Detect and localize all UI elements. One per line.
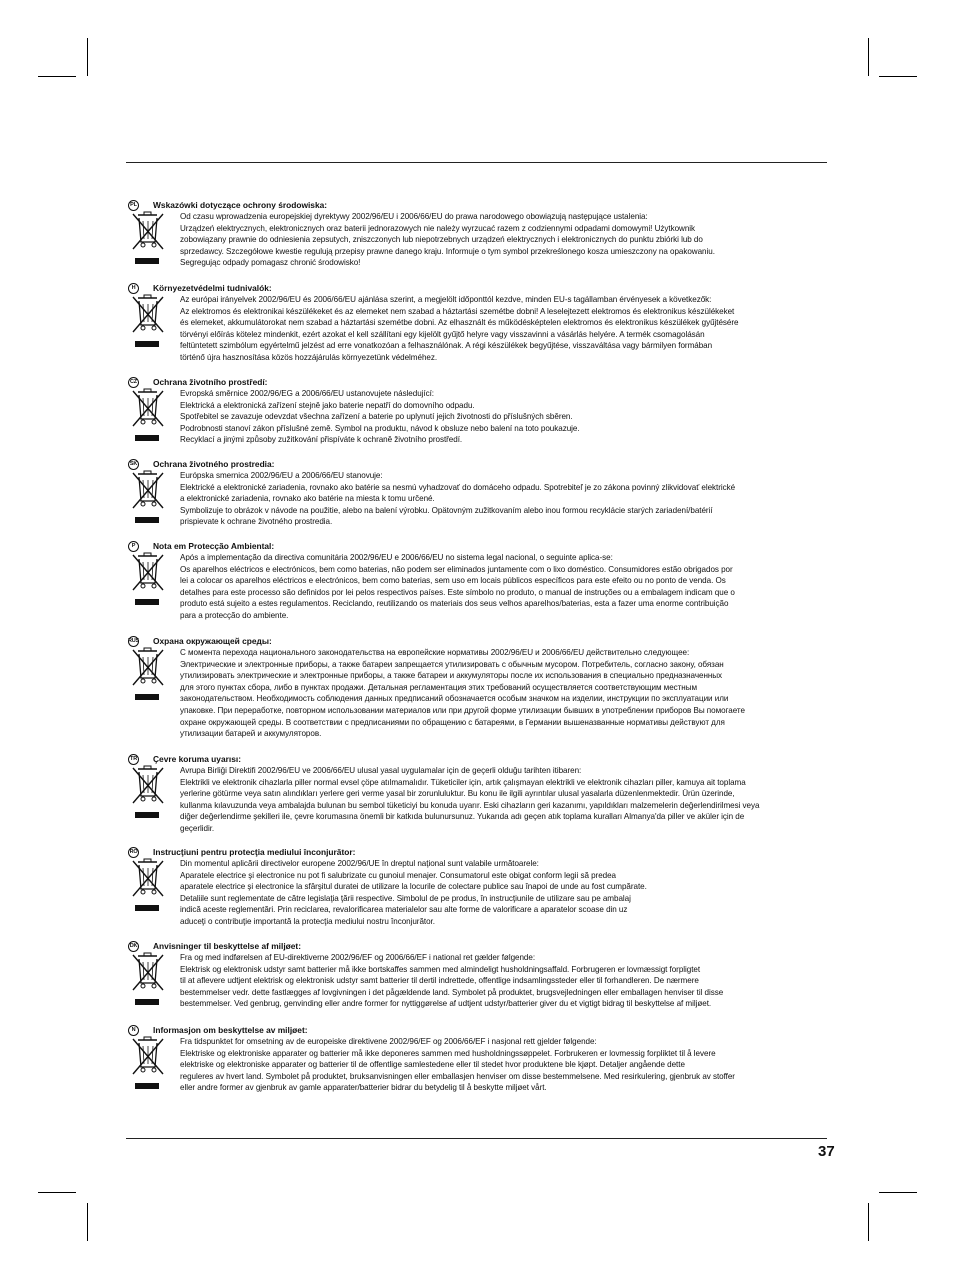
crop-mark — [868, 38, 869, 76]
crossed-out-bin-icon — [130, 294, 166, 334]
section-heading — [128, 940, 828, 952]
crop-mark — [38, 1192, 76, 1193]
weee-bar — [135, 258, 159, 264]
text-line: Avrupa Birliği Direktifi 2002/96/EU ve 2006/66/EU ulusal yasal uygulamalar için de geçerli olduğu tarihten itibaren: — [180, 766, 582, 775]
section-h — [128, 282, 828, 364]
weee-symbol — [128, 211, 180, 269]
text-line: утилизации батарей и аккумуляторов. — [180, 729, 322, 739]
text-line: történő újra hasznosítása közös hozzájárulás környezetünk védelméhez. — [180, 352, 438, 362]
text-line: Od czasu wprowadzenia europejskiej dyrektywy 2002/96/EU i 2006/66/EU do prawa narodowego obowiązują następujące ustalenia: — [180, 212, 648, 221]
weee-symbol — [128, 388, 180, 446]
country-code-badge: PL — [128, 200, 139, 211]
section-title: Ochrana životního prostředí: — [153, 377, 268, 387]
section-ro — [128, 846, 828, 928]
text-line: С момента перехода национального законодательства на европейские нормативы 2002/96/EU и 2006/66/EU действительно следующее: — [180, 648, 690, 657]
text-line: Após a implementação da directiva comunitária 2002/96/EU e 2006/66/EU no sistema legal nacional, o seguinte aplica-se: — [180, 553, 613, 562]
country-code-badge: H — [128, 283, 139, 294]
text-line: produto está sujeito a estes regulamentos. Reciclando, reutilizando os materiais dos seus velhos aparelhos/baterias, esta a fazer uma enorme contribuição — [180, 599, 729, 609]
weee-symbol — [128, 647, 180, 740]
section-heading — [128, 376, 828, 388]
text-line: законодательством. Необходимость соблюдения данных предписаний обозначается особым значком на изделии, инструкции по эксплуатации или — [180, 694, 729, 704]
section-sk — [128, 458, 828, 528]
section-heading — [128, 199, 828, 211]
section-heading — [128, 458, 828, 470]
section-title: Anvisninger til beskyttelse af miljøet: — [153, 941, 301, 951]
section-title: Nota em Protecção Ambiental: — [153, 541, 275, 551]
country-code-badge: RUS — [128, 636, 139, 647]
text-line: Symbolizuje to obrázok v návode na použitie, alebo na balení výrobku. Opätovným zužitkovaním alebo inou formou recyklácie starých zariadení/batérií — [180, 505, 713, 515]
text-line: bestemmelser vedr. dette fastlægges af lovgivningen i det pågældende land. Symbolet på produktet, brugsvejledningen eller emballagen henviser til disse — [180, 987, 724, 997]
weee-symbol — [128, 952, 180, 1010]
text-line: eller andre former av gjenbruk av gamle apparater/batterier bidrar du betydelig til å beskytte miljøet vårt. — [180, 1083, 547, 1093]
weee-bar — [135, 694, 159, 700]
crossed-out-bin-icon — [130, 647, 166, 687]
section-tr — [128, 753, 828, 835]
section-title: Охрана окружающей среды: — [153, 636, 272, 646]
text-line: geçerlidir. — [180, 823, 215, 833]
text-line: para a protecção do ambiente. — [180, 610, 289, 620]
crop-mark — [879, 1192, 917, 1193]
section-rus — [128, 635, 828, 740]
weee-bar — [135, 599, 159, 605]
text-line: утилизировать электрические и электронные приборы, а также батареи и аккумуляторы после их использования в специально предназначенных — [180, 671, 723, 681]
section-title: Instrucţiuni pentru protecţia mediului înconjurător: — [153, 847, 356, 857]
weee-bar — [135, 812, 159, 818]
header-rule — [126, 162, 827, 163]
text-line: til at aflevere udtjent elektrisk og elektronisk udstyr samt batterier til dertil indrettede, offentlige indsamlingssteder eller til forhandleren. De nærmere — [180, 976, 699, 986]
crossed-out-bin-icon — [130, 552, 166, 592]
weee-bar — [135, 905, 159, 911]
crossed-out-bin-icon — [130, 388, 166, 428]
text-line: aparatele electrice şi electronice la sfârşitul duratei de utilizare la locurile de colectare publice sau înapoi de unde au fost cumpărate. — [180, 882, 647, 892]
section-title: Çevre koruma uyarısı: — [153, 754, 241, 764]
text-line: Elektrické a elektronické zariadenia, rovnako ako batérie sa nesmú vyhadzovať do domáceho odpadu. Spotrebiteľ je zo zákona povinný zlikvidovať elektrické — [180, 482, 736, 492]
text-line: Az elektromos és elektronikai készülékeket és az elemeket nem szabad a háztartási szemétbe dobni! A leselejtezett elektromos és elektronikus készülékeket — [180, 306, 735, 316]
text-line: Elektrická a elektronická zařízení stejně jako baterie nepatří do domovního odpadu. — [180, 400, 475, 410]
page-number: 37 — [818, 1143, 835, 1160]
crop-mark — [38, 76, 76, 77]
section-n — [128, 1024, 828, 1094]
text-line: Európska smernica 2002/96/EU a 2006/66/EU stanovuje: — [180, 471, 383, 480]
text-line: упаковке. При переработке, повторном использовании материалов или при другой форме утилизации бывших в употреблении приборов Вы помогаете — [180, 705, 745, 715]
text-line: reguleres av hvert land. Symbolet på produktet, bruksanvisningen eller emballasjen henviser om disse bestemmelsene. Med resirkulering, gjenbruk av stoffer — [180, 1071, 735, 1081]
crop-mark — [87, 1203, 88, 1241]
text-line: bestemmelser. Ved genbrug, genvinding eller andre former for nyttiggørelse af udtjent udstyr/batterier giver du et vigtigt bidrag til beskyttelse af miljøet. — [180, 999, 712, 1009]
text-line: Podrobnosti stanoví zákon příslušné země. Symbol na produktu, návod k obsluze nebo balení na toto poukazuje. — [180, 423, 580, 433]
text-line: Электрические и электронные приборы, а также батареи запрещается утилизировать с обычным мусором. Потребитель, согласно закону, обязан — [180, 659, 724, 669]
weee-symbol — [128, 765, 180, 835]
section-heading — [128, 635, 828, 647]
section-heading — [128, 1024, 828, 1036]
section-heading — [128, 753, 828, 765]
text-line: Spotřebitel se zavazuje odevzdat všechna zařízení a baterie po uplynutí jejich životnosti do příslušných sběren. — [180, 412, 573, 422]
section-cz — [128, 376, 828, 446]
section-heading — [128, 540, 828, 552]
text-line: Aparatele electrice şi electronice nu pot fi salubrizate cu gunoiul menajer. Consumatorul este obigat conform legii să predea — [180, 870, 617, 880]
weee-symbol — [128, 858, 180, 928]
text-line: Az európai irányelvek 2002/96/EU és 2006/66/EU ajánlása szerint, a megjelölt időponttól kezdve, minden EU-s tagállamban érvényesek a következők: — [180, 295, 712, 304]
country-code-badge: CZ — [128, 377, 139, 388]
weee-symbol — [128, 470, 180, 528]
crop-mark — [868, 1203, 869, 1241]
section-title: Ochrana životného prostredia: — [153, 459, 275, 469]
text-line: yerlerine götürme veya satın alındıkları yerlere geri verme yasal bir zorunluluktur. Bu konu ile ilgili ayrıntılar ulusal yasalarla düzenlenmektedir. Ürün üzerinde, — [180, 789, 735, 799]
footer-rule — [126, 1138, 827, 1139]
text-line: kullanma kılavuzunda veya ambalajda bulunan bu sembol tüketiciyi bu konuda uyarır. Eski cihazların geri kazanımı, yapıldıkları malzemelerin değerlendirilmesi veya — [180, 800, 760, 810]
crossed-out-bin-icon — [130, 211, 166, 251]
text-line: Urządzeń elektrycznych, elektronicznych oraz baterii jednorazowych nie należy wyrzucać razem z codziennymi odpadami domowymi! Użytkownik — [180, 223, 696, 233]
section-dk — [128, 940, 828, 1010]
crossed-out-bin-icon — [130, 765, 166, 805]
text-line: sprzedawcy. Szczegółowe kwestie regulują przepisy prawne danego kraju. Informuje o tym symbol przekreślonego kosza umieszczony na opakowaniu. — [180, 246, 715, 256]
text-line: indică aceste reglementări. Prin reciclarea, revalorificarea materialelor sau alte forme de valorificare a aparatelor scoase din uz — [180, 905, 628, 915]
crossed-out-bin-icon — [130, 952, 166, 992]
text-line: detalhes para este processo são definidos por lei pelos respectivos países. Este símbolo no produto, o manual de instruções ou a embalagem indicam que o — [180, 587, 735, 597]
section-title: Informasjon om beskyttelse av miljøet: — [153, 1025, 308, 1035]
weee-symbol — [128, 552, 180, 622]
section-title: Környezetvédelmi tudnivalók: — [153, 283, 272, 293]
country-code-badge: SK — [128, 459, 139, 470]
text-line: elektriske og elektroniske apparater og batterier til de offentlige samlestedene eller til stedet hvor produktene ble kjøpt. Detaljer angående dette — [180, 1060, 685, 1070]
weee-bar — [135, 341, 159, 347]
text-line: a elektronické zariadenia, rovnako ako batérie na miesta k tomu určené. — [180, 494, 435, 504]
text-line: Elektrisk og elektronisk udstyr samt batterier må ikke bortskaffes sammen med almindeligt husholdningsaffald. Forbrugeren er lovmæssigt forpligtet — [180, 964, 701, 974]
weee-bar — [135, 1083, 159, 1089]
text-line: Din momentul aplicării directivelor europene 2002/96/UE în dreptul naţional sunt valabile următoarele: — [180, 859, 539, 868]
country-code-badge: TR — [128, 754, 139, 765]
text-line: Os aparelhos eléctricos e electrónicos, bem como baterias, não podem ser eliminados juntamente com o lixo doméstico. Consumidores estão obrigados por — [180, 564, 733, 574]
text-line: és elemeket, akkumulátorokat nem szabad a háztartási szemétbe dobni. Az elhasznált és működésképtelen elektromos és elektronikus készülékek gyűjtésére — [180, 318, 739, 328]
crop-mark — [87, 38, 88, 76]
text-line: Fra tidspunktet for omsetning av de europeiske direktivene 2002/96/EF og 2006/66/EF i nasjonal rett gjelder følgende: — [180, 1037, 597, 1046]
section-title: Wskazówki dotyczące ochrony środowiska: — [153, 200, 328, 210]
section-p — [128, 540, 828, 622]
text-line: Elektrikli ve elektronik cihazlarla piller normal evsel çöpe atılmamalıdır. Tüketiciler için, artık çalışmayan elektrikli ve elektronik cihazları piller, kamuya ait toplama — [180, 777, 746, 787]
text-line: для этого пунктах сбора, либо в пунктах продажи. Детальная регламентация этих требований осуществляется соответствующим местным — [180, 682, 698, 692]
text-line: Segregując odpady pomagasz chronić środowisko! — [180, 258, 361, 268]
text-line: Elektriske og elektroniske apparater og batterier må ikke deponeres sammen med husholdningssøppelet. Forbrukeren er lovmessig forpliktet til å levere — [180, 1048, 716, 1058]
section-pl — [128, 199, 828, 269]
weee-symbol — [128, 1036, 180, 1094]
section-heading — [128, 846, 828, 858]
crossed-out-bin-icon — [130, 470, 166, 510]
text-line: feltüntetett szimbólum egyértelmű jelzést ad erre vonatkozóan a felhasználónak. A régi készülékek begyűjtése, visszaváltása vagy bármilyen formában — [180, 341, 713, 351]
crossed-out-bin-icon — [130, 858, 166, 898]
crop-mark — [879, 76, 917, 77]
text-line: aduceţi o contribuţie importantă la protecţia mediului nostru înconjurător. — [180, 916, 435, 926]
text-line: охране окружающей среды. В соответствии с предписаниями по обращению с батареями, в Германии вышеназванные нормативы действуют для — [180, 717, 725, 727]
section-heading — [128, 282, 828, 294]
text-line: zobowiązany prawnie do odniesienia zepsutych, zniszczonych lub niepotrzebnych urządzeń elektrycznych i elektronicznych do punktu zbiórki lub do — [180, 235, 703, 245]
text-line: Evropská směrnice 2002/96/EG a 2006/66/EU ustanovujete následující: — [180, 389, 435, 398]
text-line: Fra og med indførelsen af EU-direktiverne 2002/96/EF og 2006/66/EF i national ret gælder følgende: — [180, 953, 536, 962]
weee-bar — [135, 435, 159, 441]
country-code-badge: N — [128, 1025, 139, 1036]
weee-symbol — [128, 294, 180, 364]
text-line: Recyklací a jinými způsoby zužitkování přispíváte k ochraně životního prostředí. — [180, 435, 463, 445]
text-line: Detaliile sunt reglementate de către legislaţia ţării respective. Simbolul de pe produs, în instrucţiunile de utilizare sau pe ambalaj — [180, 893, 631, 903]
text-line: prispievate k ochrane životného prostredia. — [180, 517, 333, 527]
weee-bar — [135, 517, 159, 523]
text-line: diğer değerlendirme şekilleri ile, çevre korumasına önemli bir katkıda bulunursunuz. Yukarıda adı geçen atık toplama kuralları Almanya'da piller ve aküler için de — [180, 812, 745, 822]
country-code-badge: DK — [128, 941, 139, 952]
weee-bar — [135, 999, 159, 1005]
country-code-badge: P — [128, 541, 139, 552]
text-line: törvényi előírás kötelez mindenkit, ezért azokat el kell szállítani egy kijelölt gyűjtő helyre vagy visszavinni a vásárlás helyére. A termék csomagolásán — [180, 329, 705, 339]
crossed-out-bin-icon — [130, 1036, 166, 1076]
country-code-badge: RO — [128, 847, 139, 858]
text-line: lei a colocar os aparelhos eléctricos e electrónicos, bem como baterias, sem uso em locais públicos específicos para este efeito ou no ponto de venda. Os — [180, 576, 726, 586]
